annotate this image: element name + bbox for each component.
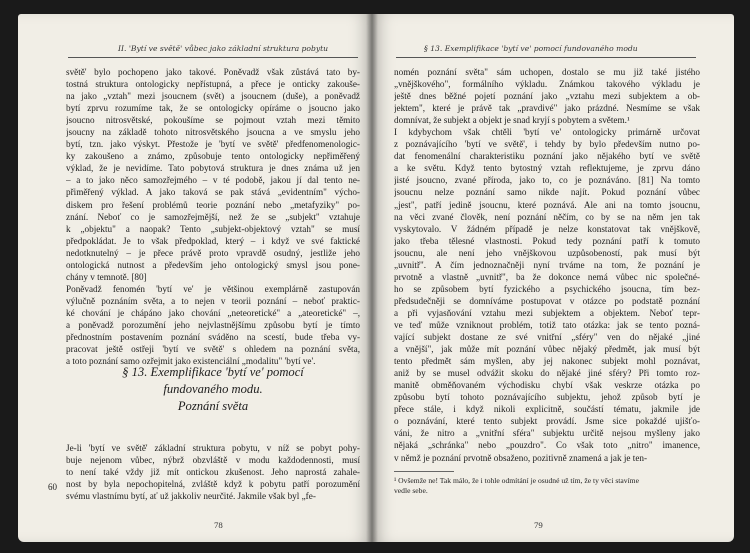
text-line: diskem pro řešení problémů teorie poznání nebo „metafyziky" po-	[66, 199, 360, 210]
text-line: a toto poznání samo ozřejmit jako existenciální „modalitu" 'bytí ve'.	[66, 356, 316, 367]
text-line: „jest", patří jedině jsoucnu, které poznává. Ale ani na tomto jsoucnu,	[394, 199, 700, 210]
text-line: znání. Neboť co je samozřejmější, než že se „subjekt" vztahuje	[66, 211, 360, 222]
text-line: a ke světu. Když tento bytostný vztah reflektujeme, je zprvu dáno	[394, 163, 700, 174]
text-line: jsoucny na základě tohoto nitrosvětského jsoucna a ve smyslu jeho	[66, 127, 360, 138]
text-line: buje nejenom vůbec, nýbrž obzvláště v modu každodennosti, musí	[66, 455, 360, 466]
text-line: ho se způsobem bytí fyzického a psychického jsoucna, tím bez-	[394, 283, 700, 294]
heading-line-1: § 13. Exemplifikace 'bytí ve' pomocí	[122, 365, 304, 379]
text-line: na jako „vztah" mezi jsoucnem (svět) a jsoucnem (duše), a poněvadž	[66, 91, 360, 102]
text-line: pracovat ještě ostřeji 'bytí ve světě' s ohledem na poznání světa,	[66, 344, 360, 355]
footnote-rule	[394, 471, 454, 472]
text-line: o poznávání, které tento subjekt provádí. Jsme sice pokaždé ujišťo-	[394, 416, 700, 427]
right-page-number: 79	[534, 520, 543, 530]
text-line: bytí, tzn. jako výskyt. Přestože je 'bytí ve světě' předfenomenologic-	[66, 139, 360, 150]
text-line: přednostním postavením poznání sváděno na scestí, bude třeba vy-	[66, 332, 360, 343]
text-line: a vnější", jak může mít poznání vůbec nějaký předmět, jak musí být	[394, 344, 700, 355]
text-line: dat fenomenální charakteristiku poznání jako nějakého bytí ve světě	[394, 151, 700, 162]
text-line: vyskytovalo. V žádném případě je nelze konstatovat tak vnějškově,	[394, 223, 700, 234]
text-line: jsoucnu, ale není jeho vnějškovou uzpůsobeností, pak musí být	[394, 247, 700, 258]
footnote-line: ¹ Ovšemže ne! Tak málo, že i tohle odmítání je osudné už tím, že ty věci stavíme	[394, 476, 639, 485]
text-line: předpokládat. Je to však předpoklad, který – i když ve své faktické	[66, 235, 360, 246]
text-line: v němž je poznání prvotně obsaženo, pozitivně znamená a jak je ten-	[394, 452, 648, 463]
left-page-number: 78	[214, 520, 223, 530]
left-head-rule	[68, 57, 358, 58]
text-line: jektem", které je právě tak „pravdivé" jako prázdné. Nesmíme se však	[394, 103, 700, 114]
text-line: na věci zvané člověk, není poznání něčím, co by se na něm jen tak	[394, 211, 700, 222]
text-line: nedotknutelný – je přece právě proto vpravdě osudný, jestliže jeho	[66, 247, 360, 258]
text-line: ve teď může vzniknout problém, totiž tato otázka: jak se tento pozná-	[394, 319, 700, 330]
text-line: přece stále, i když nikoli explicitně, součástí tématu, jakmile jde	[394, 404, 700, 415]
text-line: nějaká „schránka" nebo „pouzdro". Co však toto „nitro" imanence,	[394, 440, 700, 451]
text-line: domnívat, že subjekt a objekt je snad kryjí s pobytem a světem.¹	[394, 115, 630, 126]
text-line: ké chování je chápáno jako chování „neteoretické" a „ateoretické" –,	[66, 307, 360, 318]
text-line: ještě dnes běžné pojetí poznání jako „vztahu mezi subjektem a ob-	[394, 91, 700, 102]
right-page	[372, 14, 734, 542]
left-text-block-top	[66, 66, 360, 367]
text-line: manitě obměňovaném východisku chybí však veskrze otázka po	[394, 380, 700, 391]
right-running-head: § 13. Exemplifikace 'bytí ve' pomocí fundovaného modu	[424, 44, 638, 53]
text-line: chány v temnotě. [80]	[66, 271, 147, 282]
left-page	[18, 14, 372, 542]
text-line: Poněvadž fenomén 'bytí ve' je většinou exemplárně zastupován	[66, 283, 360, 294]
text-line: „vnějškového", formálního výkladu. Známkou takového výkladu je	[394, 79, 700, 90]
text-line: vající subjekt dostane ze své vnitřní „sféry" ven do nějaké „jiné	[394, 332, 700, 343]
margin-page-ref: 60	[48, 482, 57, 492]
text-line: výklad, že je nevidíme. Tato pobytová struktura je dnes známa už jen	[66, 163, 360, 174]
text-line: a při vyjasňování vztahu mezi subjektem a objektem. Neboť tepr-	[394, 307, 700, 318]
text-line: předsudečněji se domníváme postupovat v otázce po podstatě poznání	[394, 295, 700, 306]
text-line: – a to jako něco samozřejmého – v té podobě, jakou jí dal tento ne-	[66, 175, 360, 186]
text-line: váni, že nitro a „vnitřní sféra" subjektu určitě nejsou myšleny jako	[394, 428, 700, 439]
text-line: nost by byla nepochopitelná, zvláště když k pobytu patří porozumění	[66, 479, 360, 490]
text-line: jsoucnu nelze poznání samo nikde najít. Pokud poznání vůbec	[394, 187, 700, 198]
text-line: prvotně a vlastně „uvnitř", ba že dokonce nemá vůbec nic společné-	[394, 271, 700, 282]
text-line: nomén poznání světa" sám uchopen, dostalo se mu již také jistého	[394, 67, 700, 77]
text-line: jisté jsoucno, zvané příroda, jako to, co je poznáváno. [81] Na tomto	[394, 175, 700, 186]
text-line: ontologická nutnost a především jeho ontologický smysl jsou pone-	[66, 259, 360, 270]
right-text-block	[394, 66, 700, 464]
text-line: svému vlastnímu bytí, ať už jakkoliv neurčité. Jakmile však byl „fe-	[66, 491, 316, 502]
text-line: aniž by se musel odvážit skoku do nějaké jiné sféry? Při tomto roz-	[394, 368, 700, 379]
text-line: jako třeba tělesné vlastnosti. Pokud tedy poznání patří k tomuto	[394, 235, 700, 246]
text-line: tento předmět sám myšlen, aby jej nakonec subjekt mohl poznávat,	[394, 356, 700, 367]
footnote-line: vedle sebe.	[394, 486, 428, 495]
left-running-head: II. 'Bytí ve světě' vůbec jako základní struktura pobytu	[118, 44, 329, 53]
left-text-block-bottom	[66, 442, 360, 502]
text-line: ky zakoušeno a známo, způsobuje tento ontologicky nepřiměřený	[66, 151, 360, 162]
text-line: Je-li 'bytí ve světě' základní struktura pobytu, v níž se pobyt pohy-	[66, 443, 360, 453]
text-line: způsobu bytí tohoto poznávajícího subjektu, jehož způsob bytí je	[394, 392, 700, 403]
footnote	[394, 476, 700, 496]
section-heading	[66, 364, 360, 415]
text-line: bytí zprvu rozumíme tak, že se ontologicky opíráme o jsoucno jako	[66, 103, 360, 114]
heading-line-3: Poznání světa	[177, 399, 249, 413]
text-line: přiměřený výklad. A jako taková se pak stává „evidentním" výcho-	[66, 187, 360, 198]
heading-line-2: fundovaného modu.	[163, 382, 263, 396]
text-line: I kdybychom však chtěli 'bytí ve' ontologicky primárně určovat	[394, 127, 700, 138]
text-line: tostná struktura ontologicky nepřístupná, a přece je onticky zakouše-	[66, 79, 360, 90]
right-head-rule	[396, 57, 696, 58]
book-gutter	[366, 14, 378, 542]
text-line: výlučně poznáním světa, a to nejen v teorii poznání – neboť praktic-	[66, 295, 360, 306]
text-line: „uvnitř". A čím jednoznačněji nyní trváme na tom, že poznání je	[394, 259, 700, 270]
text-line: světě' bylo pochopeno jako takové. Poněvadž však zůstává tato by-	[66, 67, 360, 77]
text-line: z poznávajícího 'bytí ve světě', i tehdy by bylo především nutno po-	[394, 139, 700, 150]
text-line: k „objektu" a naopak? Tento „subjekt-objektový vztah" se musí	[66, 223, 360, 234]
text-line: jsoucno nitrosvětské, pokoušíme se pojmout vztah mezi těmito	[66, 115, 360, 126]
text-line: to není také vždy již mít ontickou zkušenost. Jeho naprostá zahale-	[66, 467, 360, 478]
text-line: a poněvadž porozumění jeho nejvlastnějšímu způsobu bytí je tímto	[66, 319, 360, 330]
